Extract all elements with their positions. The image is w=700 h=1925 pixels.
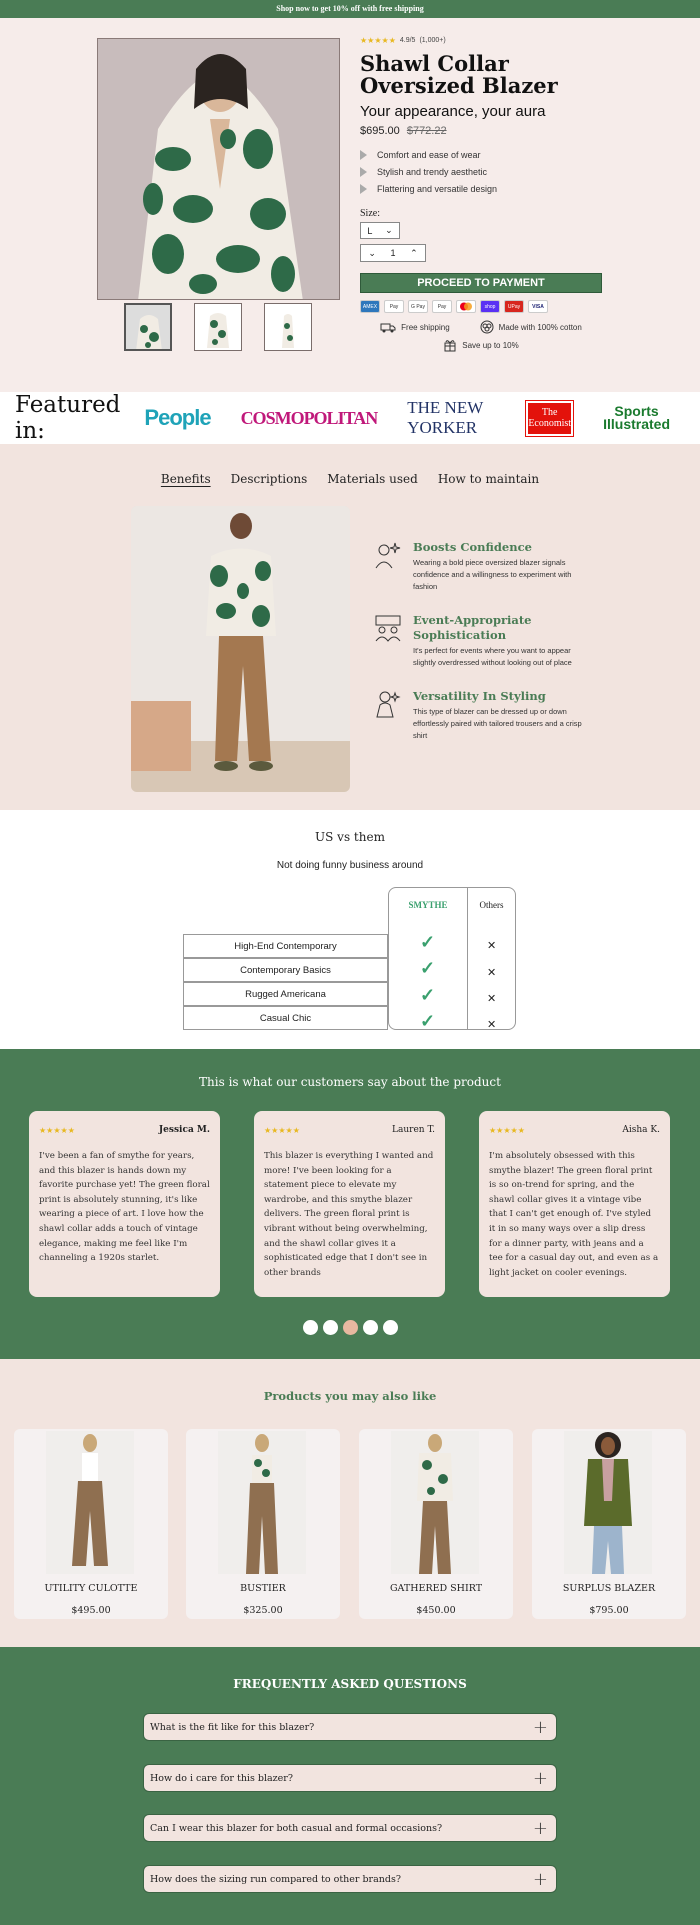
carousel-dots: [303, 1320, 398, 1335]
faq-question: How does the sizing run compared to other brands?: [150, 1873, 401, 1885]
chevron-down-icon: ⌄: [385, 225, 393, 235]
product-info: [360, 36, 610, 352]
feature-bullets: [360, 146, 610, 197]
review-stars: ★★★★★: [264, 1125, 300, 1135]
quantity-value: 1: [390, 248, 396, 258]
recommendations-section: [0, 1359, 700, 1647]
rating-value: 4.9/5: [399, 37, 416, 44]
product-name: GATHERED SHIRT: [389, 1583, 483, 1594]
comparison-section: [0, 810, 700, 1049]
event-icon: [373, 613, 403, 643]
triangle-bullet-icon: [360, 184, 367, 194]
feature-bullet: Flattering and versatile design: [360, 180, 610, 197]
announcement-bar: Shop now to get 10% off with free shipping: [0, 0, 700, 18]
review-stars: ★★★★★: [489, 1125, 525, 1135]
product-image: [391, 1431, 479, 1574]
product-price: $450.00: [416, 1605, 456, 1616]
product-image: [46, 1431, 134, 1574]
benefits-section: [0, 444, 700, 810]
faq-item[interactable]: [143, 1713, 557, 1741]
size-select[interactable]: [360, 222, 400, 239]
benefit-title: Versatility In Styling: [413, 689, 546, 703]
reviewer-name: Jessica M.: [158, 1125, 210, 1135]
benefit-item: [373, 613, 583, 669]
product-card[interactable]: [186, 1429, 340, 1619]
check-icon: ✓: [420, 958, 436, 978]
comparison-subtitle: Not doing funny business around: [276, 860, 424, 871]
benefit-title: Boosts Confidence: [413, 540, 532, 554]
product-card[interactable]: [359, 1429, 513, 1619]
faq-question: How do i care for this blazer?: [150, 1772, 293, 1784]
comparison-row-label: Casual Chic: [183, 1006, 388, 1030]
cross-icon: ✕: [487, 940, 497, 952]
review-card: [479, 1111, 670, 1297]
benefits-list: [373, 540, 583, 762]
cosmopolitan-logo: COSMOPOLITAN: [240, 407, 378, 428]
sports-illustrated-logo: Sports Illustrated: [603, 403, 670, 432]
brand-header: SMYTHE: [408, 900, 448, 910]
thumbnail-strip: [124, 303, 312, 351]
check-icon: ✓: [420, 1011, 436, 1031]
reviewer-name: Aisha K.: [622, 1125, 660, 1135]
plus-icon: +: [532, 1716, 548, 1738]
product-card[interactable]: [532, 1429, 686, 1619]
faq-title: FREQUENTLY ASKED QUESTIONS: [233, 1677, 467, 1691]
apple-pay-icon: Pay: [384, 300, 404, 313]
reviewer-name: Lauren T.: [392, 1125, 435, 1135]
plus-icon: +: [532, 1767, 548, 1789]
benefit-desc: It's perfect for events where you want to appear slightly overdressed without looking out of place: [413, 646, 572, 667]
quantity-stepper[interactable]: [360, 244, 426, 262]
new-yorker-logo: THE NEW YORKER: [407, 398, 483, 437]
check-icon: ✓: [420, 985, 436, 1005]
comparison-row-label: Contemporary Basics: [183, 958, 388, 982]
review-count: (1,000+): [419, 37, 446, 44]
faq-item[interactable]: [143, 1865, 557, 1893]
visa-icon: VISA: [528, 300, 548, 313]
others-header: Others: [479, 900, 504, 910]
product-title: Shawl Collar Oversized Blazer: [360, 51, 558, 98]
feature-bullet: Stylish and trendy aesthetic: [360, 163, 610, 180]
payment-methods: [360, 300, 610, 313]
product-name: SURPLUS BLAZER: [562, 1583, 656, 1594]
feature-bullet: Comfort and ease of wear: [360, 146, 610, 163]
perk-free-shipping: Free shipping: [380, 320, 449, 334]
comparison-title: US vs them: [315, 830, 385, 844]
comparison-row-label: Rugged Americana: [183, 982, 388, 1006]
recommendations-title: Products you may also like: [263, 1389, 437, 1403]
benefit-item: [373, 689, 583, 742]
product-tagline: Your appearance, your aura: [360, 103, 546, 120]
cross-icon: ✕: [487, 1019, 497, 1031]
product-name: UTILITY CULOTTE: [44, 1583, 138, 1594]
benefit-item: [373, 540, 583, 593]
size-label: Size:: [360, 208, 380, 219]
reviews-title: This is what our customers say about the product: [199, 1075, 501, 1089]
product-card[interactable]: [14, 1429, 168, 1619]
thumbnail-1[interactable]: [124, 303, 172, 351]
product-name: BUSTIER: [240, 1583, 286, 1594]
cotton-icon: [480, 320, 494, 334]
amex-icon: AMEX: [360, 300, 380, 313]
benefit-desc: Wearing a bold piece oversized blazer signals confidence and a willingness to experiment with fashion: [413, 558, 572, 591]
thumbnail-2[interactable]: [194, 303, 242, 351]
carousel-dot[interactable]: [383, 1320, 398, 1335]
tab-descriptions[interactable]: Descriptions: [230, 472, 308, 486]
carousel-dot[interactable]: [303, 1320, 318, 1335]
product-main-image[interactable]: [97, 38, 340, 300]
perks: [360, 320, 602, 352]
increase-button[interactable]: ⌃: [410, 247, 418, 258]
plus-icon: +: [532, 1817, 548, 1839]
thumbnail-3[interactable]: [264, 303, 312, 351]
size-value: L: [367, 225, 373, 236]
price-original: $772.22: [406, 125, 447, 137]
product-price: $795.00: [589, 1605, 629, 1616]
faq-question: What is the fit like for this blazer?: [150, 1721, 315, 1733]
faq-question: Can I wear this blazer for both casual and formal occasions?: [150, 1822, 443, 1834]
benefit-desc: This type of blazer can be dressed up or down effortlessly paired with tailored trousers and a crisp shirt: [413, 707, 582, 740]
shop-pay-icon: shop: [480, 300, 500, 313]
tab-benefits[interactable]: Benefits: [160, 472, 211, 486]
cross-icon: ✕: [487, 993, 497, 1005]
union-pay-icon: UPay: [504, 300, 524, 313]
comparison-row-label: High-End Contemporary: [183, 934, 388, 958]
truck-icon: [380, 322, 396, 333]
mastercard-icon: [456, 300, 476, 313]
triangle-bullet-icon: [360, 150, 367, 160]
triangle-bullet-icon: [360, 167, 367, 177]
versatility-icon: [373, 689, 403, 719]
product-hero: [0, 18, 700, 392]
faq-item[interactable]: [143, 1814, 557, 1842]
price-row: [360, 125, 610, 137]
faq-section: [0, 1647, 700, 1925]
perk-cotton: Made with 100% cotton: [480, 320, 582, 334]
pay-icon: Pay: [432, 300, 452, 313]
model-image: [131, 506, 350, 792]
featured-in-bar: [0, 392, 700, 444]
decrease-button[interactable]: ⌄: [368, 247, 376, 258]
carousel-dot[interactable]: [323, 1320, 338, 1335]
proceed-to-payment-button[interactable]: PROCEED TO PAYMENT: [360, 273, 602, 293]
review-text: This blazer is everything I wanted and more! I've been looking for a statement piece to elevate my wardrobe, and this smythe blazer delivers. The green floral print is vibrant without being overwhelming, and the shawl collar gives it a sophisticated edge that I don't see in other brands: [264, 1151, 434, 1278]
review-text: I'm absolutely obsessed with this smythe blazer! The green floral print is so on-trend for spring, and the shawl collar gives it a vintage vibe that I can't get enough of. I've styled it in so many ways over a slip dress for a dinner party, with jeans and a tee for a casual day out, and even as a light jacket on cooler evenings.: [489, 1151, 659, 1278]
product-image: [218, 1431, 306, 1574]
people-logo: People: [144, 405, 211, 430]
carousel-dot[interactable]: [363, 1320, 378, 1335]
info-tabs: [0, 472, 700, 486]
product-price: $495.00: [71, 1605, 111, 1616]
review-card: [29, 1111, 220, 1297]
price-current: $695.00: [360, 125, 400, 137]
rating-row: [360, 36, 610, 45]
product-image: [564, 1431, 652, 1574]
review-stars: ★★★★★: [39, 1125, 75, 1135]
faq-item[interactable]: [143, 1764, 557, 1792]
reviews-section: [0, 1049, 700, 1359]
gift-icon: [443, 338, 457, 352]
rating-stars: ★★★★★: [360, 36, 396, 45]
review-text: I've been a fan of smythe for years, and this blazer is hands down my favorite purchase yet! The green floral print is absolutely stunning, it's like wearing a piece of art. I love how the shawl collar adds a touch of vintage elegance, making me feel like I'm channeling a 1920s starlet.: [39, 1151, 210, 1264]
plus-icon: +: [532, 1868, 548, 1890]
economist-logo: The Economist: [526, 401, 573, 436]
tab-materials[interactable]: Materials used: [327, 472, 418, 486]
review-card: [254, 1111, 445, 1297]
benefit-title: Event-Appropriate Sophistication: [413, 613, 532, 642]
featured-label: Featured in:: [15, 392, 121, 444]
tab-maintain[interactable]: How to maintain: [437, 472, 540, 486]
check-icon: ✓: [420, 932, 436, 952]
confidence-icon: [373, 540, 403, 570]
google-pay-icon: G Pay: [408, 300, 428, 313]
product-price: $325.00: [243, 1605, 283, 1616]
cross-icon: ✕: [487, 967, 497, 979]
perk-save: Save up to 10%: [443, 338, 518, 352]
carousel-dot-active[interactable]: [343, 1320, 358, 1335]
